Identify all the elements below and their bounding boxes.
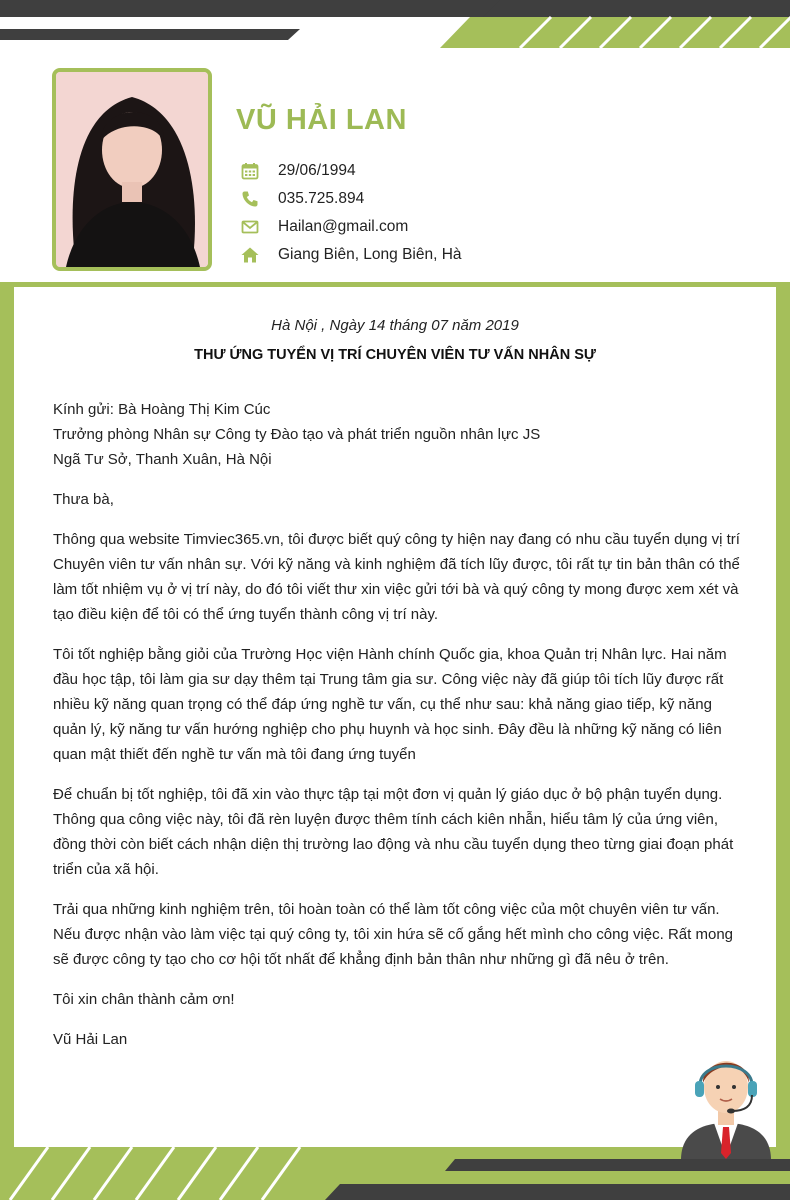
letter-body	[53, 397, 743, 1067]
paragraph-3: Để chuẩn bị tốt nghiệp, tôi đã xin vào thực tập tại một đơn vị quản lý giáo dục ở bộ phận tuyển dụng. Thông qua công việc này, tôi đã rèn luyện được thêm tính cách kiên nhẫn, hiểu tâm lý của ứng viên, đồng thời còn biết cách nhận diện thị trường lao động và nhu cầu tuyển dụng theo từng giai đoạn phát triển của xã hội.	[53, 786, 734, 878]
support-agent-illustration	[676, 1045, 776, 1160]
letter-paper	[14, 287, 776, 1147]
phone-row	[240, 185, 462, 213]
closing: Tôi xin chân thành cảm ơn!	[53, 991, 235, 1008]
top-decoration	[0, 0, 790, 48]
letter-frame	[0, 282, 790, 1200]
phone-icon	[240, 189, 260, 209]
address-row	[240, 241, 462, 269]
candidate-name: VŨ HẢI LAN	[236, 104, 407, 136]
paragraph-4: Trải qua những kinh nghiệm trên, tôi hoàn toàn có thể làm tốt công việc của một chuyên viên tư vấn. Nếu được nhận vào làm việc tại quý công ty, tôi xin hứa sẽ cố gắng hết mình cho công việc. Rất mong sẽ được công ty tạo cho cơ hội tốt nhất để khẳng định bản thân như những gì đã nêu ở trên.	[53, 901, 734, 968]
paragraph-1: Thông qua website Timviec365.vn, tôi được biết quý công ty hiện nay đang có nhu cầu tuyển dụng vị trí Chuyên viên tư vấn nhân sự. Với kỹ năng và kinh nghiệm đã tích lũy được, tôi rất tự tin bản thân có thể làm tốt nhiệm vụ ở vị trí này, do đó tôi viết thư xin việc gửi tới bà và quý công ty mong được xem xét và tạo điều kiện để tôi có thể ứng tuyển thành công vị trí này.	[53, 531, 740, 623]
birthday-value: 29/06/1994	[278, 162, 356, 179]
bottom-decoration	[0, 1147, 790, 1200]
home-icon	[240, 245, 260, 265]
birthday-row	[240, 157, 462, 185]
contact-info	[240, 157, 462, 269]
phone-value: 035.725.894	[278, 190, 365, 207]
recipient-line-3: Ngã Tư Sở, Thanh Xuân, Hà Nội	[53, 451, 272, 468]
recipient-line-2: Trưởng phòng Nhân sự Công ty Đào tạo và phát triển nguồn nhân lực JS	[53, 426, 541, 443]
profile-photo	[52, 68, 212, 271]
calendar-icon	[240, 161, 260, 181]
letter-title: THƯ ỨNG TUYỂN VỊ TRÍ CHUYÊN VIÊN TƯ VẤN NHÂN SỰ	[194, 347, 596, 363]
email-value: Hailan@gmail.com	[278, 218, 409, 235]
greeting: Thưa bà,	[53, 491, 114, 508]
email-row	[240, 213, 462, 241]
letter-date: Hà Nội , Ngày 14 tháng 07 năm 2019	[271, 317, 519, 334]
cv-header	[0, 0, 790, 282]
envelope-icon	[240, 217, 260, 237]
recipient-line-1: Kính gửi: Bà Hoàng Thị Kim Cúc	[53, 401, 271, 418]
paragraph-2: Tôi tốt nghiệp bằng giỏi của Trường Học viện Hành chính Quốc gia, khoa Quản trị Nhân lực. Hai năm đầu học tập, tôi làm gia sư dạy thêm tại Trung tâm gia sư. Công việc này đã giúp tôi tích lũy được rất nhiều kỹ năng quan trọng có thể đáp ứng nghề tư vấn, cụ thể như sau: khả năng giao tiếp, kỹ năng quản lý, kỹ năng tư vấn hướng nghiệp cho phụ huynh và học sinh. Đây đều là những kỹ năng có liên quan mật thiết đến nghề tư vấn mà tôi đang ứng tuyển	[53, 646, 727, 763]
signature: Vũ Hải Lan	[53, 1031, 128, 1048]
address-value: Giang Biên, Long Biên, Hà	[278, 246, 462, 263]
